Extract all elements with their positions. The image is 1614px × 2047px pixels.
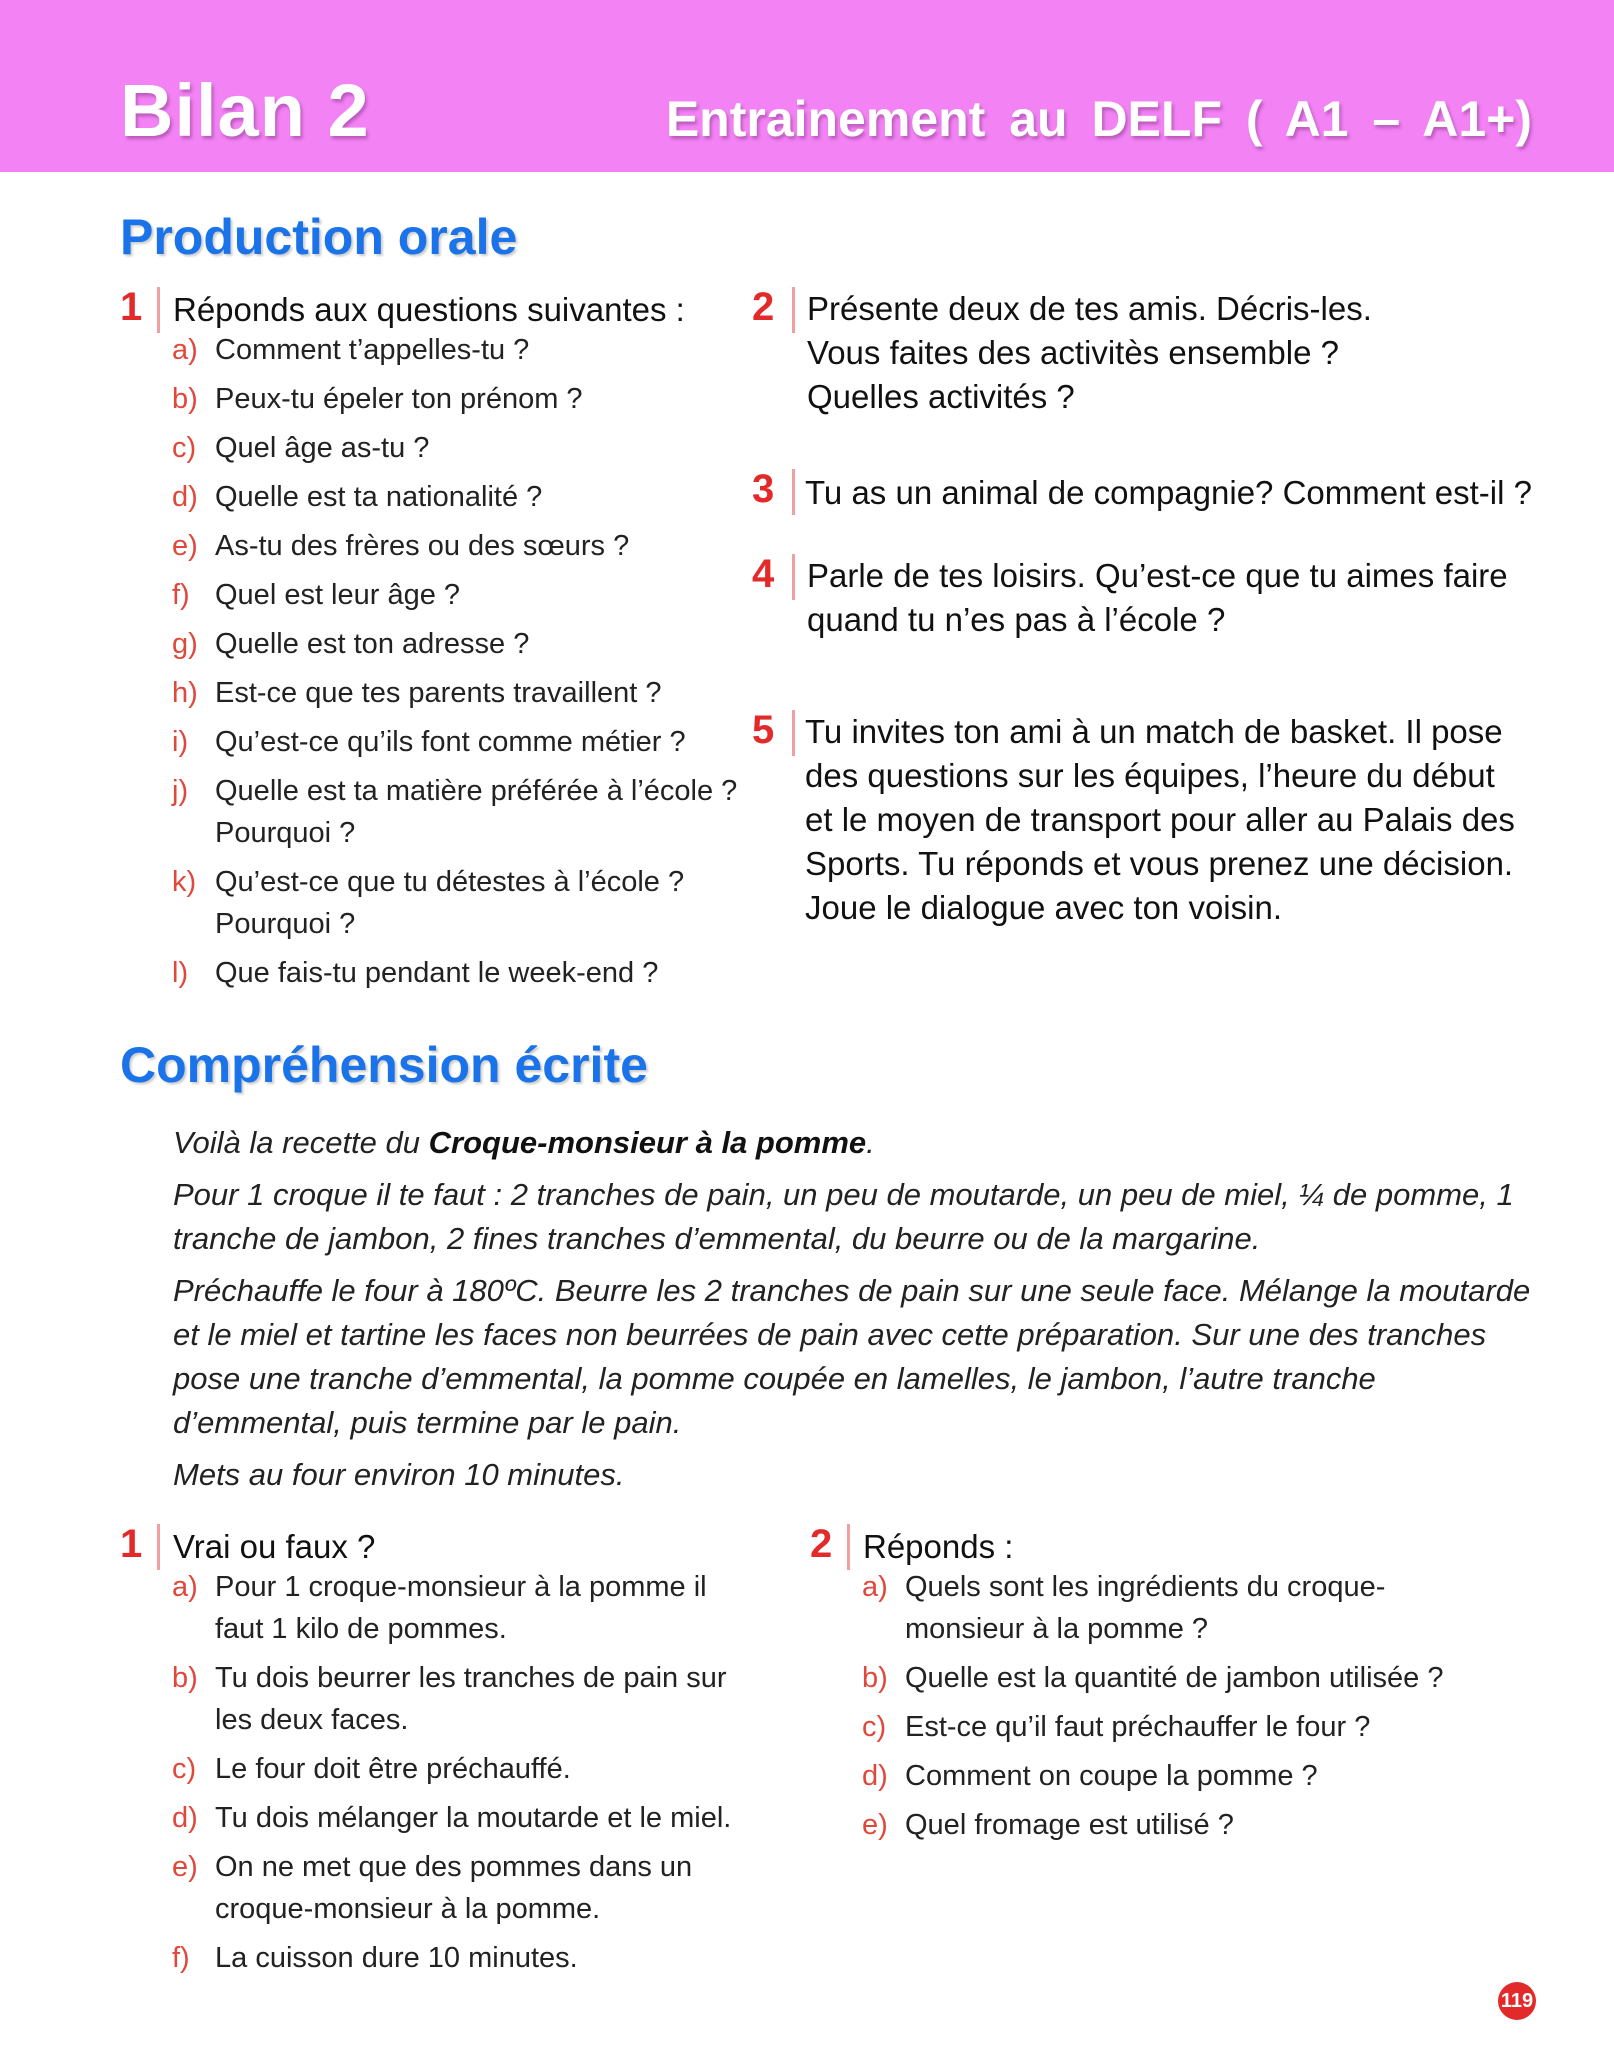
- list-item: f) Quel est leur âge ?: [172, 579, 461, 611]
- exercise-divider: [847, 1524, 850, 1570]
- recipe-intro: Voilà la recette du Croque-monsieur à la pomme.: [173, 1125, 875, 1160]
- list-item: h) Est-ce que tes parents travaillent ?: [172, 677, 662, 709]
- exercise-line: Vous faites des activitès ensemble ?: [807, 334, 1339, 371]
- list-item: b) Tu dois beurrer les tranches de pain sur les deux faces.: [172, 1662, 727, 1736]
- exercise-line: quand tu n’es pas à l’école ?: [807, 601, 1226, 638]
- question-list: [810, 1566, 1450, 1846]
- recipe-text: [173, 1121, 1553, 1505]
- list-item: e) On ne met que des pommes dans un croque-monsieur à la pomme.: [172, 1851, 693, 1925]
- question-list: [120, 1566, 760, 1979]
- exam-title: Entrainement au DELF ( A1 – A1+): [665, 91, 1532, 147]
- exercise-line: Tu as un animal de compagnie? Comment est-il ?: [805, 474, 1532, 511]
- recipe-ingredients: Pour 1 croque il te faut : 2 tranches de pain, un peu de moutarde, un peu de miel, ¼ de pomme, 1 tranche de jambon, 2 fines tranches d’emmental, du beurre ou de la margarine.: [173, 1177, 1514, 1256]
- list-item: a) Comment t’appelles-tu ?: [172, 334, 530, 366]
- oral-exercise-1: [120, 285, 760, 1001]
- list-item: e) As-tu des frères ou des sœurs ?: [172, 530, 630, 562]
- exercise-line: des questions sur les équipes, l’heure du début: [805, 757, 1495, 794]
- list-item: g) Quelle est ton adresse ?: [172, 628, 530, 660]
- exercise-divider: [792, 287, 795, 333]
- exercise-divider: [157, 1524, 160, 1570]
- list-item: d) Quelle est ta nationalité ?: [172, 481, 543, 513]
- exercise-number: 2: [752, 285, 775, 329]
- exercise-line: Présente deux de tes amis. Décris-les.: [807, 290, 1372, 327]
- question-list: [120, 329, 760, 994]
- exercise-divider: [792, 710, 795, 756]
- exercise-line: et le moyen de transport pour aller au Palais des: [805, 801, 1515, 838]
- exercise-title: Réponds :: [863, 1528, 1014, 1565]
- exercise-line: Tu invites ton ami à un match de basket. Il pose: [805, 713, 1503, 750]
- exercise-line: Sports. Tu réponds et vous prenez une décision.: [805, 845, 1514, 882]
- list-item: a) Pour 1 croque-monsieur à la pomme il faut 1 kilo de pommes.: [172, 1571, 707, 1645]
- exercise-number: 3: [752, 467, 775, 511]
- exercise-number: 2: [810, 1522, 833, 1566]
- exercise-line: Quelles activités ?: [807, 378, 1075, 415]
- exercise-number: 5: [752, 708, 775, 752]
- page-number: 119: [1498, 1982, 1536, 2020]
- list-item: c) Quel âge as-tu ?: [172, 432, 430, 464]
- list-item: e) Quel fromage est utilisé ?: [862, 1809, 1234, 1841]
- header-banner: [0, 0, 1614, 172]
- list-item: a) Quels sont les ingrédients du croque-monsieur à la pomme ?: [862, 1571, 1386, 1645]
- exercise-line: Joue le dialogue avec ton voisin.: [805, 889, 1282, 926]
- list-item: b) Quelle est la quantité de jambon utilisée ?: [862, 1662, 1444, 1694]
- exercise-divider: [792, 554, 795, 600]
- exercise-divider: [157, 287, 160, 333]
- list-item: i) Qu’est-ce qu’ils font comme métier ?: [172, 726, 686, 758]
- list-item: b) Peux-tu épeler ton prénom ?: [172, 383, 583, 415]
- exercise-line: Parle de tes loisirs. Qu’est-ce que tu aimes faire: [807, 557, 1508, 594]
- list-item: k) Qu’est-ce que tu détestes à l’école ? Pourquoi ?: [172, 866, 685, 940]
- list-item: j) Quelle est ta matière préférée à l’école ? Pourquoi ?: [172, 775, 738, 849]
- reading-exercise-2: [810, 1522, 1450, 1853]
- list-item: c) Est-ce qu’il faut préchauffer le four ?: [862, 1711, 1371, 1743]
- exercise-number: 1: [120, 285, 143, 329]
- list-item: c) Le four doit être préchauffé.: [172, 1753, 571, 1785]
- list-item: d) Tu dois mélanger la moutarde et le miel.: [172, 1802, 732, 1834]
- exercise-number: 1: [120, 1522, 143, 1566]
- recipe-steps: Préchauffe le four à 180ºC. Beurre les 2 tranches de pain sur une seule face. Mélange la moutarde et le miel et tartine les faces non beurrées de pain avec cette préparation. Sur une des tranches pose une tranche d’emmental, la pomme coupée en lamelles, le jambon, l’autre tranche d’emmental, puis termine par le pain.: [173, 1273, 1531, 1440]
- exercise-number: 4: [752, 552, 775, 596]
- exercise-divider: [792, 469, 795, 515]
- exercise-title: Vrai ou faux ?: [173, 1528, 376, 1565]
- section-title-production-orale: Production orale: [120, 209, 518, 265]
- unit-title: Bilan 2: [120, 69, 370, 152]
- list-item: f) La cuisson dure 10 minutes.: [172, 1942, 578, 1974]
- exercise-title: Réponds aux questions suivantes :: [173, 291, 685, 328]
- reading-exercise-1: [120, 1522, 760, 1986]
- list-item: l) Que fais-tu pendant le week-end ?: [172, 957, 659, 989]
- list-item: d) Comment on coupe la pomme ?: [862, 1760, 1318, 1792]
- section-title-comprehension-ecrite: Compréhension écrite: [120, 1037, 648, 1093]
- recipe-final: Mets au four environ 10 minutes.: [173, 1457, 625, 1492]
